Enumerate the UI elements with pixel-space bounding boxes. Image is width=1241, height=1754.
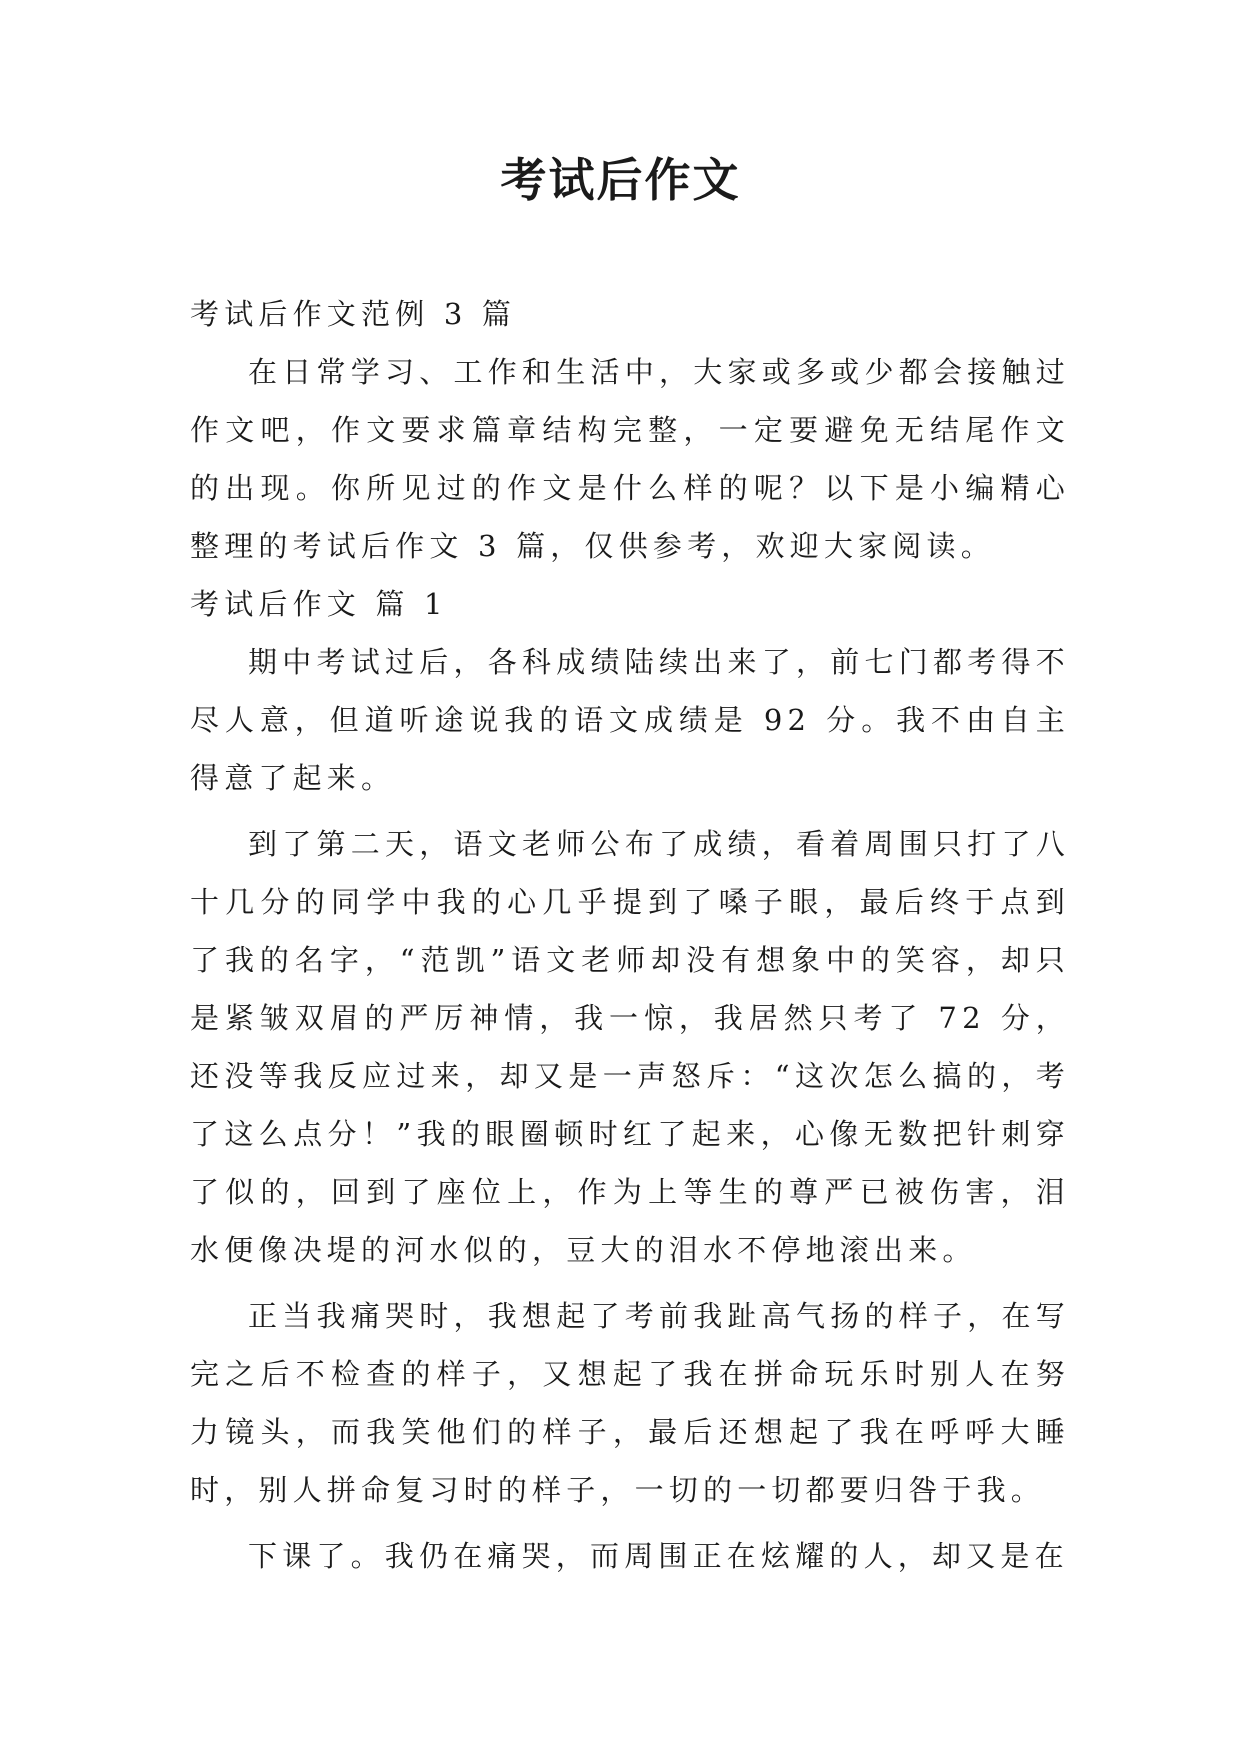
paragraph: 到了第二天，语文老师公布了成绩，看着周围只打了八十几分的同学中我的心几乎提到了嗓子眼，最后终于点到了我的名字，“范凯”语文老师却没有想象中的笑容，却只是紧皱双眉的严厉神情，我一惊，我居然只考了 72 分，还没等我反应过来，却又是一声怒斥：“这次怎么搞的，考了这么点分！”我的眼圈顿时红了起来，心像无数把针刺穿了似的，回到了座位上，作为上等生的尊严已被伤害，泪水便像决堤的河水似的，豆大的泪水不停地滚出来。 — [190, 827, 1070, 1267]
section-heading: 考试后作文 篇 1 — [190, 587, 448, 621]
paragraph: 期中考试过后，各科成绩陆续出来了，前七门都考得不尽人意，但道听途说我的语文成绩是 92 分。我不由自主得意了起来。 — [190, 645, 1070, 795]
document-body — [190, 285, 1070, 1585]
subtitle: 考试后作文范例 3 篇 — [190, 297, 517, 331]
document-title: 考试后作文 — [500, 153, 741, 207]
paragraph: 正当我痛哭时，我想起了考前我趾高气扬的样子，在写完之后不检查的样子，又想起了我在拼命玩乐时别人在努力镜头，而我笑他们的样子，最后还想起了我在呼呼大睡时，别人拼命复习时的样子，一切的一切都要归咎于我。 — [190, 1299, 1070, 1507]
paragraph: 下课了。我仍在痛哭，而周围正在炫耀的人，却又是在 — [248, 1539, 1069, 1573]
intro-paragraph: 在日常学习、工作和生活中，大家或多或少都会接触过作文吧，作文要求篇章结构完整，一定要避免无结尾作文的出现。你所见过的作文是什么样的呢？以下是小编精心整理的考试后作文 3 篇，仅供参考，欢迎大家阅读。 — [190, 355, 1070, 563]
